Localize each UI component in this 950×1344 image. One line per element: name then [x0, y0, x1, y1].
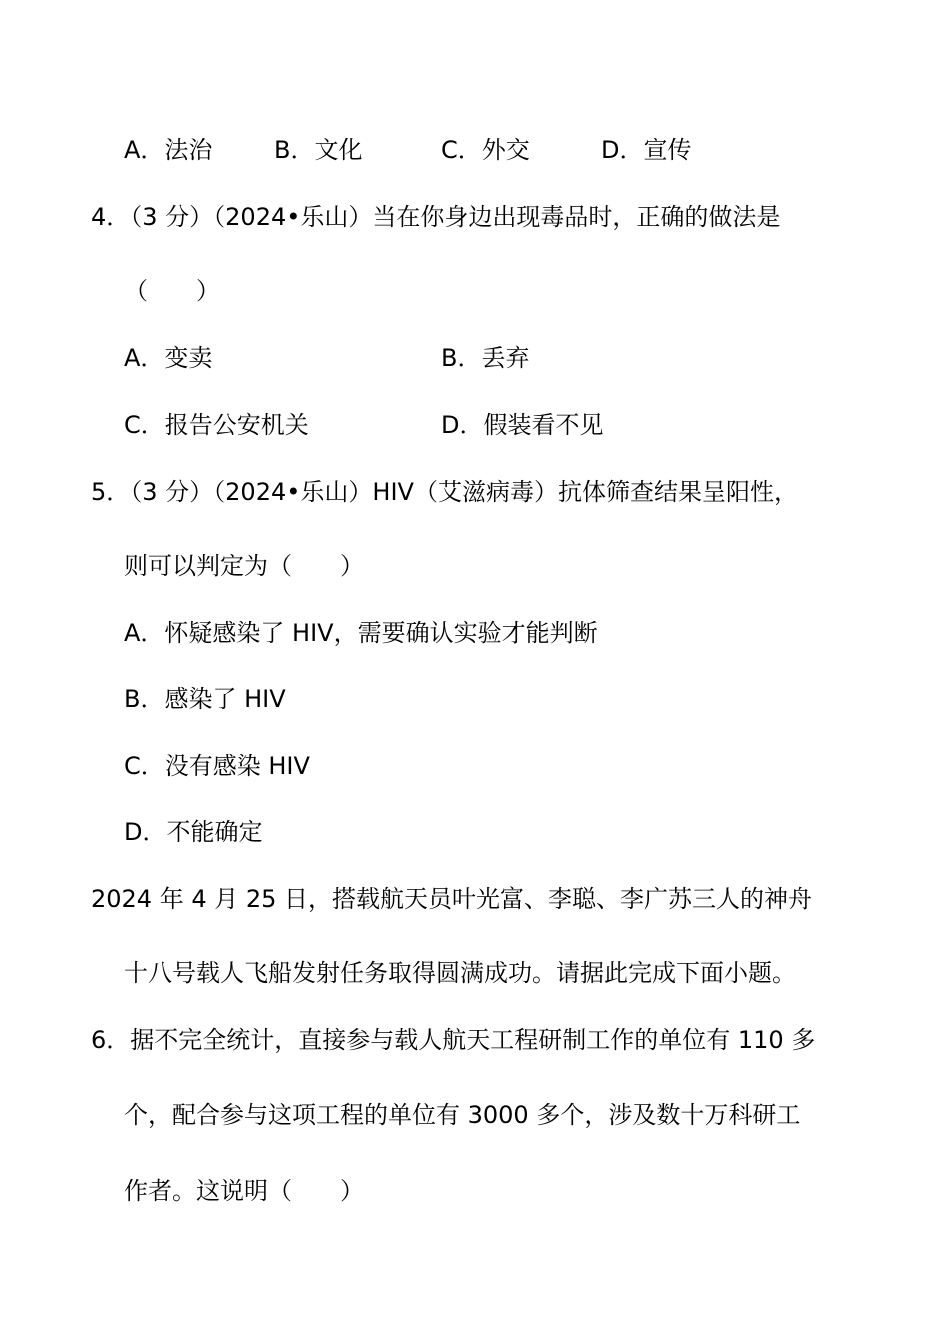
option-b: B．丢弃 [441, 344, 530, 372]
question-6-stem-cont-1: 个，配合参与这项工程的单位有 3000 多个，涉及数十万科研工 [124, 1101, 801, 1129]
passage-line-1: 2024 年 4 月 25 日，搭载航天员叶光富、李聪、李广苏三人的神舟 [91, 885, 813, 913]
question-5-stem: 5．（3 分）（2024•乐山）HIV（艾滋病毒）抗体筛查结果呈阳性， [91, 478, 798, 506]
option-d: D．假装看不见 [441, 411, 604, 439]
option-d: D．不能确定 [124, 818, 263, 846]
question-5-stem-cont: 则可以判定为（ ） [124, 552, 364, 580]
question-6-stem-cont-2: 作者。这说明（ ） [124, 1177, 364, 1205]
question-6-stem: 6．据不完全统计，直接参与载人航天工程研制工作的单位有 110 多 [91, 1026, 816, 1054]
option-a: A．变卖 [124, 344, 213, 372]
option-b: B．文化 [274, 136, 363, 164]
option-c: C．没有感染 HIV [124, 752, 310, 780]
option-a: A．怀疑感染了 HIV，需要确认实验才能判断 [124, 619, 598, 647]
question-4-answer-blank: （ ） [124, 277, 220, 305]
question-4-stem: 4．（3 分）（2024•乐山）当在你身边出现毒品时，正确的做法是 [91, 203, 781, 231]
passage-line-2: 十八号载人飞船发射任务取得圆满成功。请据此完成下面小题。 [124, 959, 796, 987]
option-c: C．报告公安机关 [124, 411, 309, 439]
option-b: B．感染了 HIV [124, 685, 286, 713]
option-c: C．外交 [441, 136, 530, 164]
option-a: A．法治 [124, 136, 213, 164]
option-d: D．宣传 [601, 136, 692, 164]
